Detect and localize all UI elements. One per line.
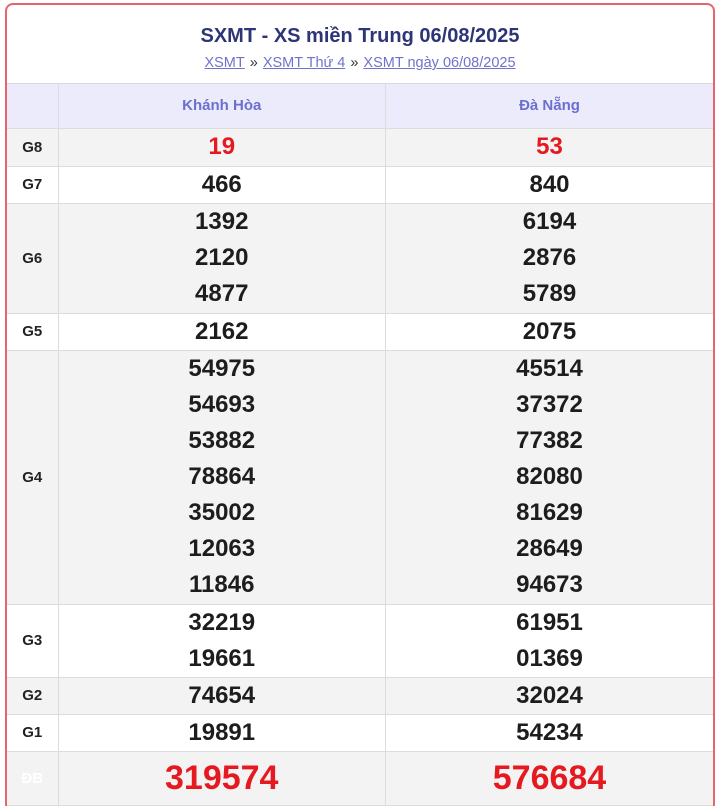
prize-cell xyxy=(58,751,386,805)
prize-cell xyxy=(386,128,714,166)
prize-number: 94673 xyxy=(516,571,583,598)
prize-number: 53882 xyxy=(188,427,256,454)
prize-number: 35002 xyxy=(188,499,256,526)
prize-number: 466 xyxy=(201,170,242,198)
prize-number: 54234 xyxy=(516,718,583,746)
prize-number: 19891 xyxy=(188,718,256,746)
prize-number: 01369 xyxy=(516,644,583,672)
prize-cell xyxy=(58,677,386,714)
prize-cell xyxy=(58,604,386,677)
breadcrumb xyxy=(7,54,713,72)
prize-number: 2120 xyxy=(195,244,249,271)
prize-cell xyxy=(386,677,714,714)
prize-number: 2162 xyxy=(195,317,249,345)
prize-number: 32219 xyxy=(188,608,256,636)
prize-number: 28649 xyxy=(516,535,583,562)
prize-cell xyxy=(58,350,386,604)
prize-number: 45514 xyxy=(516,355,583,382)
prize-number: 78864 xyxy=(188,463,256,490)
prize-row-g3 xyxy=(7,604,713,677)
prize-cell xyxy=(58,128,386,166)
prize-number: 81629 xyxy=(516,499,583,526)
prize-cell xyxy=(386,714,714,751)
prize-cell xyxy=(386,604,714,677)
prize-number: 77382 xyxy=(516,427,583,454)
prize-label: G1 xyxy=(7,714,58,751)
prize-number: 12063 xyxy=(188,535,256,562)
prize-number: 2075 xyxy=(522,317,577,345)
prize-number: 32024 xyxy=(516,681,583,709)
prize-label: G4 xyxy=(7,350,58,604)
prize-number: 840 xyxy=(529,170,570,198)
prize-number: 37372 xyxy=(516,391,583,418)
prize-label: G3 xyxy=(7,604,58,677)
prize-label: G7 xyxy=(7,166,58,203)
prize-number: 54693 xyxy=(188,391,256,418)
table-header-row xyxy=(7,84,713,128)
prize-row-g1 xyxy=(7,714,713,751)
special-prize-number: 319574 xyxy=(165,759,279,797)
prize-row-g6 xyxy=(7,203,713,313)
page-title: SXMT - XS miền Trung 06/08/2025 xyxy=(200,25,520,47)
prize-label: G8 xyxy=(7,128,58,166)
prize-number: 61951 xyxy=(516,608,583,636)
prize-number: 11846 xyxy=(189,571,255,598)
prize-number: 6194 xyxy=(522,208,577,235)
prize-number: 53 xyxy=(536,133,563,160)
prize-number: 82080 xyxy=(516,463,583,490)
prize-cell xyxy=(386,751,714,805)
prize-cell xyxy=(58,203,386,313)
prize-number: 74654 xyxy=(188,681,256,709)
breadcrumb-link-weekday[interactable]: XSMT Thứ 4 xyxy=(262,55,346,71)
prize-row-g8 xyxy=(7,128,713,166)
results-header xyxy=(7,5,713,84)
prize-label: G2 xyxy=(7,677,58,714)
breadcrumb-separator: » xyxy=(350,55,359,71)
prize-number: 1392 xyxy=(195,208,249,235)
prize-cell xyxy=(386,313,714,350)
prize-number: 19661 xyxy=(188,644,256,672)
prize-number: 5789 xyxy=(522,280,577,307)
special-prize-label: ĐB xyxy=(7,751,58,805)
prize-number: 54975 xyxy=(188,355,256,382)
province-header-khanh-hoa: Khánh Hòa xyxy=(58,84,386,128)
prize-row-g2 xyxy=(7,677,713,714)
prize-row-g4 xyxy=(7,350,713,604)
results-table xyxy=(7,84,713,806)
prize-cell xyxy=(386,350,714,604)
breadcrumb-link-xsmt[interactable]: XSMT xyxy=(204,55,245,71)
prize-cell xyxy=(386,203,714,313)
prize-cell xyxy=(386,166,714,203)
prize-row-g5 xyxy=(7,313,713,350)
prize-cell xyxy=(58,714,386,751)
breadcrumb-separator: » xyxy=(249,55,258,71)
province-header-da-nang: Đà Nẵng xyxy=(386,84,714,128)
prize-cell xyxy=(58,313,386,350)
prize-number: 4877 xyxy=(195,280,249,307)
prize-number: 19 xyxy=(208,133,236,160)
prize-number: 2876 xyxy=(522,244,577,271)
results-panel xyxy=(5,3,715,806)
prize-label: G5 xyxy=(7,313,58,350)
header-corner-cell xyxy=(7,84,58,128)
special-prize-number: 576684 xyxy=(492,759,607,797)
prize-label: G6 xyxy=(7,203,58,313)
prize-cell xyxy=(58,166,386,203)
prize-row-special xyxy=(7,751,713,805)
prize-row-g7 xyxy=(7,166,713,203)
breadcrumb-link-date[interactable]: XSMT ngày 06/08/2025 xyxy=(363,55,516,71)
